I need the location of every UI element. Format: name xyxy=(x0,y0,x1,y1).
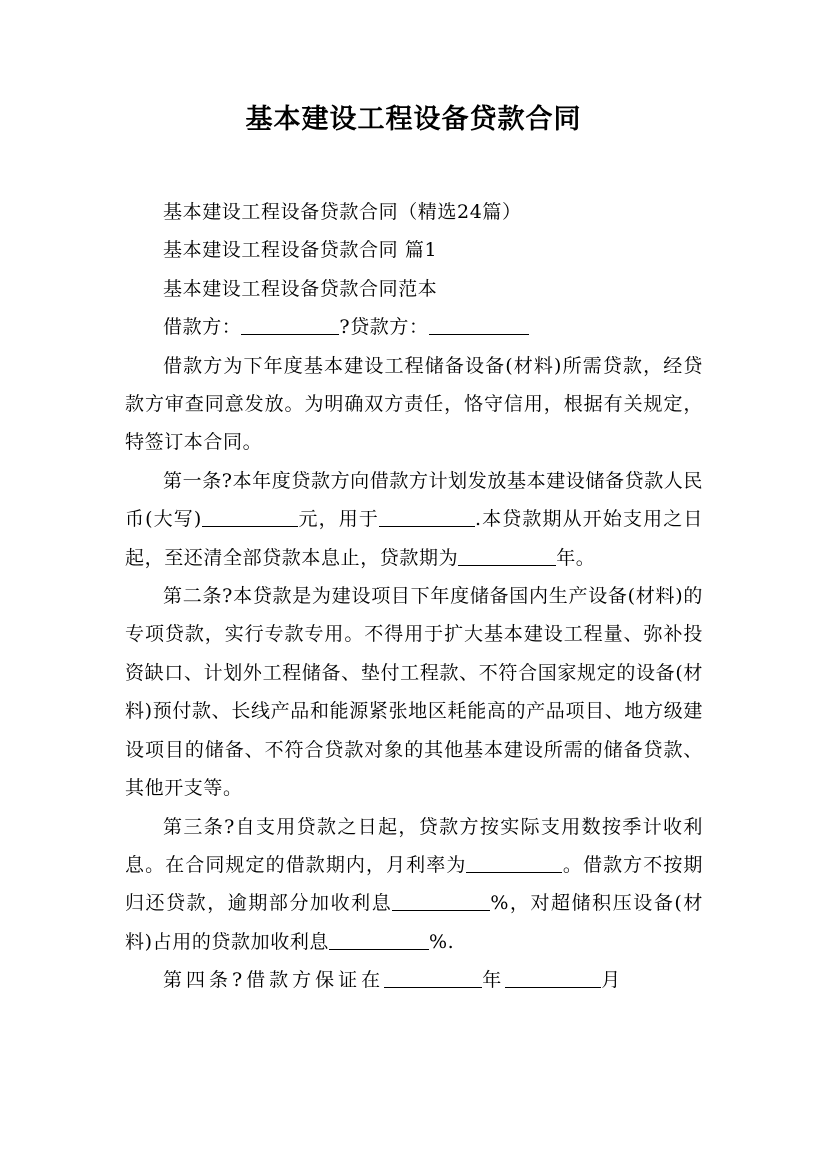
paragraph-article-3 xyxy=(125,808,703,962)
article-4-text-a: 第四条?借款方保证在 xyxy=(163,969,385,992)
article-1-text-d: 年。 xyxy=(556,546,596,569)
lender-label: ?贷款方： xyxy=(339,316,429,339)
monthly-rate-blank xyxy=(466,871,562,873)
paragraph-parties xyxy=(125,308,703,346)
repay-month-blank xyxy=(505,986,601,988)
loan-amount-blank xyxy=(202,525,298,527)
article-1-text-a: 第一条?本年度贷款方向借款方计划发放基本建设储备贷款人民币(大写) xyxy=(125,469,703,531)
article-4-text-b: 年 xyxy=(482,969,506,992)
article-3-text-c: %，对超储积压设备(材料)占用的贷款加收利息 xyxy=(125,892,703,953)
paragraph-article-4 xyxy=(125,961,703,999)
repay-year-blank xyxy=(384,986,482,988)
overstock-rate-blank xyxy=(329,948,429,950)
overdue-rate-blank xyxy=(392,909,490,911)
article-3-text-a: 第三条?自支用贷款之日起，贷款方按实际支用数按季计收利息。在合同规定的借款期内，月利率为 xyxy=(125,815,703,876)
paragraph-section-heading: 基本建设工程设备贷款合同 篇1 xyxy=(163,239,438,262)
paragraph-preamble: 借款方为下年度基本建设工程储备设备(材料)所需贷款，经贷款方审查同意发放。为明确双方责任，恪守信用，根据有关规定，特签订本合同。 xyxy=(125,354,703,454)
article-1-text-c: .本贷款期从开始支用之日起，至还清全部贷款本息止，贷款期为 xyxy=(125,508,703,569)
borrower-label: 借款方： xyxy=(163,316,242,339)
loan-purpose-blank xyxy=(379,525,475,527)
article-1-text-b: 元，用于 xyxy=(297,508,379,531)
borrower-blank xyxy=(241,333,339,335)
paragraph-template-heading: 基本建设工程设备贷款合同范本 xyxy=(163,277,438,300)
article-4-text-c: 月 xyxy=(601,969,625,992)
paragraph-article-1 xyxy=(125,462,703,577)
loan-term-blank xyxy=(458,564,556,566)
document-title: 基本建设工程设备贷款合同 xyxy=(245,104,582,135)
article-3-text-d: %. xyxy=(429,930,455,953)
lender-blank xyxy=(429,333,529,335)
paragraph-intro-title: 基本建设工程设备贷款合同（精选24篇） xyxy=(163,201,522,223)
article-3-text-b: 。借款方不按期归还贷款，逾期部分加收利息 xyxy=(125,853,704,915)
paragraph-article-2: 第二条?本贷款是为建设项目下年度储备国内生产设备(材料)的专项贷款，实行专款专用。不得用于扩大基本建设工程量、弥补投资缺口、计划外工程储备、垫付工程款、不符合国家规定的设备(材料)预付款、长线产品和能源紧张地区耗能高的产品项目、地方级建设项目的储备、不符合贷款对象的其他基本建设所需的储备贷款、其他开支等。 xyxy=(125,585,703,800)
document-body xyxy=(125,193,703,1000)
